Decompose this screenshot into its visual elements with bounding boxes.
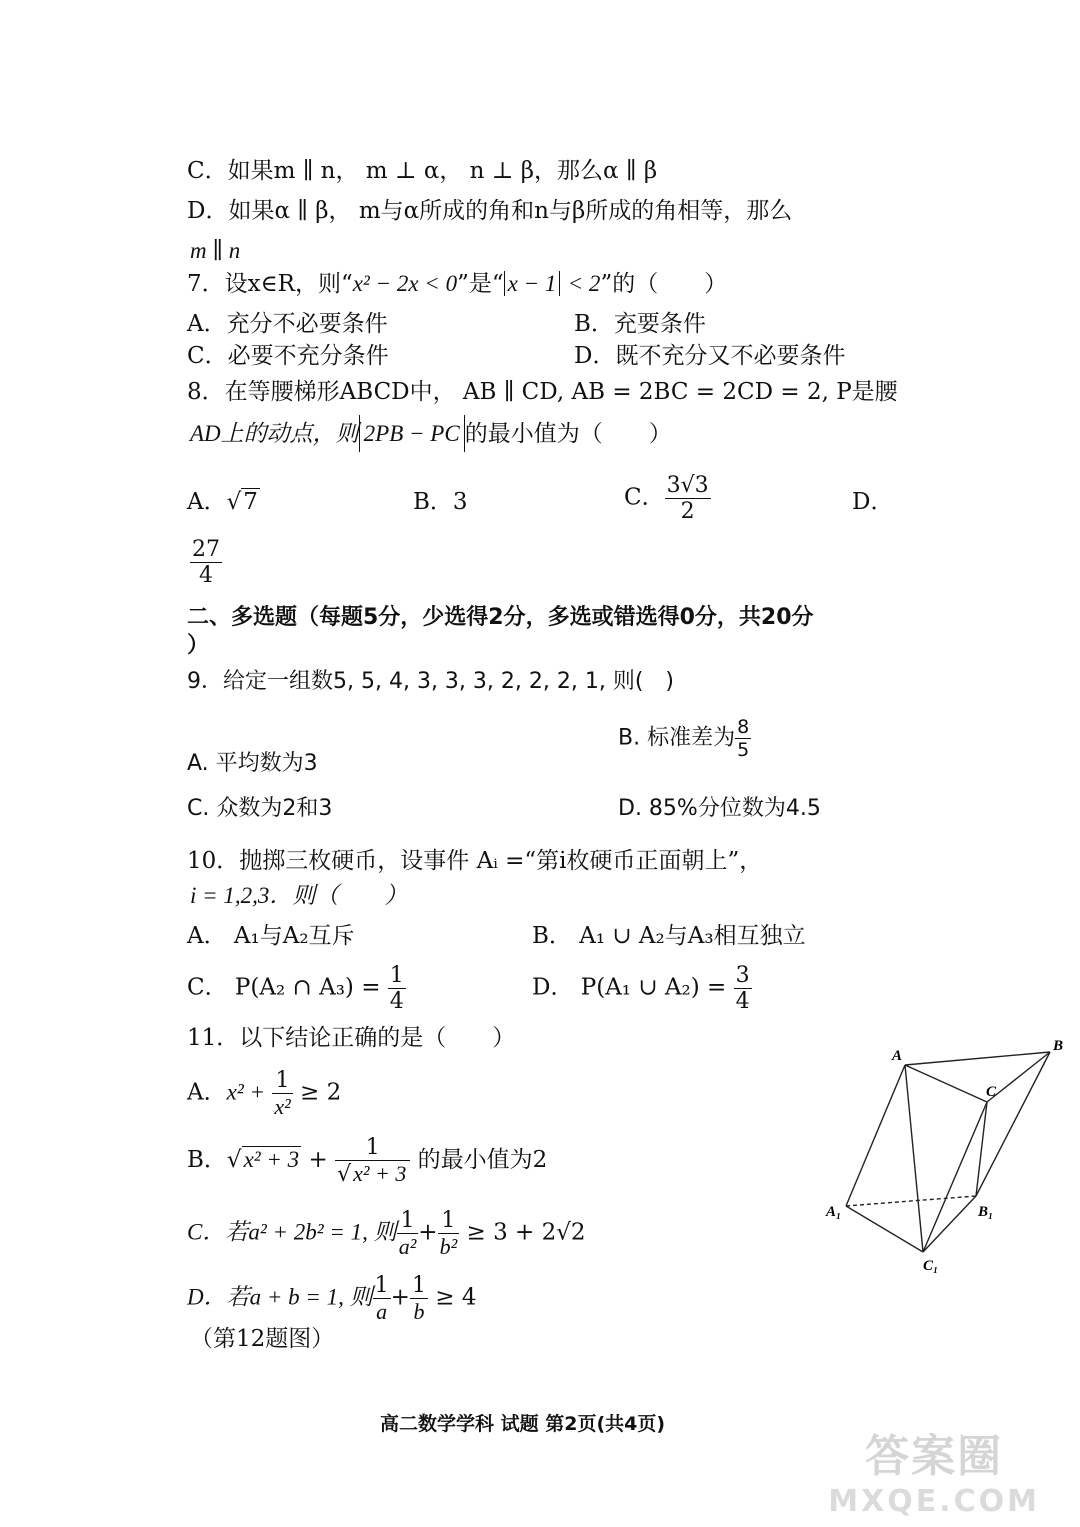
q10-option-c-pre: C． P(A₂ ∩ A₃) = — [187, 974, 381, 1001]
q11-c-pre: C．若a² + 2b² = 1, 则 — [187, 1219, 397, 1245]
q7-stem-pre: 7．设x∈R，则“ — [187, 271, 353, 297]
q8-option-c-fraction — [665, 473, 711, 524]
section2-heading-line1: 二、多选题（每题5分，少选得2分，多选或错选得0分，共20分 — [187, 605, 814, 630]
q11-option-b: B．√x² + 3 + $\frac{1}{\text{√x² + 3}}$ 的最小值为2 — [187, 1135, 548, 1187]
q9-option-c: C. 众数为2和3 — [187, 796, 333, 821]
q8-c-numerator: 3√3 — [666, 473, 709, 498]
edge-c-c1 — [923, 1102, 987, 1252]
edge-c1-b1 — [923, 1196, 976, 1252]
q11-a-fraction — [272, 1068, 292, 1119]
q7-option-d: D．既不充分又不必要条件 — [574, 343, 846, 369]
q10-stem-line2: i = 1,2,3．则（ ） — [190, 883, 408, 908]
q11-d-plus: + — [390, 1284, 410, 1311]
q8-option-c-label: C． — [624, 484, 665, 511]
q8-line2-pre: AD上的动点，则 — [190, 421, 359, 446]
q11-d-d2: b — [413, 1299, 425, 1324]
edge-a1-c1 — [846, 1206, 923, 1252]
watermark-url: MXQE.COM — [828, 1484, 1040, 1519]
prism-figure — [820, 1030, 1080, 1280]
edge-c-b — [987, 1052, 1050, 1102]
q10-d-numerator: 3 — [735, 963, 750, 988]
q6-option-d-line1: D．如果α ∥ β， m与α所成的角和n与β所成的角相等，那么 — [187, 198, 793, 224]
figure-caption: （第12题图） — [190, 1326, 335, 1352]
q11-a-term: x² + — [226, 1079, 265, 1105]
q10-stem-line1: 10．抛掷三枚硬币，设事件 Aᵢ =“第i枚硬币正面朝上”， — [187, 848, 763, 874]
q8-option-a-value: 7 — [243, 489, 258, 515]
q11-option-a — [187, 1068, 341, 1119]
q8-stem-line1: 8．在等腰梯形ABCD中， AB ∥ CD, AB = 2BC = 2CD = 2, P是腰 — [187, 379, 898, 405]
q11-option-d — [187, 1273, 476, 1324]
q10-c-fraction — [388, 963, 406, 1014]
q11-c-plus: + — [418, 1219, 438, 1246]
q7-condition-1: x² − 2x < 0 — [352, 271, 458, 296]
q11-option-c — [187, 1208, 586, 1259]
edge-a-c1 — [905, 1065, 923, 1252]
q10-option-d — [532, 963, 752, 1014]
watermark-logo-text: 答案圈 — [865, 1431, 1004, 1482]
q11-b-post: 的最小值为2 — [417, 1147, 548, 1173]
q10-d-denominator: 4 — [735, 989, 750, 1014]
q11-d-post: ≥ 4 — [435, 1284, 477, 1311]
q11-a-denominator: x² — [274, 1094, 291, 1119]
q11-b-denominator: √x² + 3 — [337, 1161, 407, 1187]
q11-c-post: ≥ 3 + 2√2 — [466, 1219, 586, 1246]
q10-d-fraction — [734, 963, 752, 1014]
q11-d-d1: a — [376, 1299, 388, 1324]
q7-option-a: A．充分不必要条件 — [187, 311, 388, 337]
q9-b-numerator: 8 — [737, 716, 750, 738]
q11-c-d2: b² — [439, 1234, 458, 1259]
q7-stem — [187, 270, 727, 298]
edge-a-a1 — [846, 1065, 905, 1206]
q7-stem-post: ”的（ ） — [600, 271, 728, 297]
label-b: B — [1053, 1038, 1064, 1054]
q7-option-b: B．充要条件 — [574, 311, 706, 337]
q11-b-label: B． — [187, 1147, 227, 1173]
q11-b-numerator: 1 — [335, 1135, 410, 1161]
q7-condition-2-tail: < 2 — [567, 271, 601, 296]
q10-c-denominator: 4 — [389, 989, 404, 1014]
q11-b-radicand: x² + 3 — [243, 1147, 300, 1172]
q11-d-fraction-2 — [410, 1273, 428, 1324]
section2-heading-line2: ） — [187, 633, 210, 658]
q10-option-c — [187, 963, 406, 1014]
q9-b-denominator: 5 — [737, 739, 750, 761]
q8-option-d-fraction — [190, 537, 222, 588]
q8-option-c — [624, 473, 711, 524]
q11-c-fraction-2 — [438, 1208, 460, 1259]
q8-d-denominator: 4 — [199, 563, 213, 588]
q11-d-n1: 1 — [374, 1273, 389, 1298]
q9-option-a: A. 平均数为3 — [187, 751, 318, 776]
q11-d-n2: 1 — [411, 1273, 426, 1298]
page-footer: 高二数学学科 试题 第2页(共4页) — [380, 1413, 666, 1435]
q8-option-b: B．3 — [413, 489, 468, 515]
q8-line2-post: 的最小值为（ ） — [464, 421, 672, 447]
q7-option-c: C．必要不充分条件 — [187, 343, 389, 369]
q9-option-b-pre: B. 标准差为 — [618, 725, 736, 751]
q10-option-d-pre: D． P(A₁ ∪ A₂) = — [532, 974, 727, 1001]
q10-c-numerator: 1 — [389, 963, 404, 988]
q11-a-post: ≥ 2 — [300, 1079, 342, 1106]
edge-a-c — [905, 1065, 987, 1102]
q8-option-d-label: D． — [852, 489, 894, 515]
label-b1: B₁ — [978, 1204, 994, 1220]
q11-stem: 11．以下结论正确的是（ ） — [187, 1025, 516, 1051]
q11-c-n2: 1 — [438, 1208, 460, 1234]
q8-option-a: A．√7 — [187, 489, 258, 515]
edge-b-b1 — [976, 1052, 1050, 1196]
q11-a-label: A． — [187, 1079, 227, 1106]
label-a: A — [892, 1048, 903, 1064]
label-c1: C₁ — [923, 1258, 939, 1274]
q9-stem: 9．给定一组数5, 5, 4, 3, 3, 3, 2, 2, 2, 1, 则( ) — [187, 669, 674, 694]
q7-condition-2: x − 1 — [504, 271, 561, 296]
q8-d-frac — [190, 537, 222, 588]
q8-stem-line2 — [190, 420, 672, 448]
q9-option-d: D. 85%分位数为4.5 — [618, 796, 821, 821]
q11-a-numerator: 1 — [272, 1068, 292, 1094]
q6-option-c: C．如果m ∥ n， m ⊥ α， n ⊥ β，那么α ∥ β — [187, 158, 658, 184]
q11-c-n1: 1 — [397, 1208, 419, 1234]
q10-option-b: B． A₁ ∪ A₂与A₃相互独立 — [532, 923, 806, 949]
q8-option-a-label: A． — [187, 489, 227, 515]
q8-c-denominator: 2 — [680, 499, 695, 524]
q8-d-numerator: 27 — [192, 537, 220, 562]
q10-option-a: A． A₁与A₂互斥 — [187, 923, 355, 949]
watermark — [828, 1420, 1040, 1519]
q7-stem-mid: ”是“ — [457, 271, 504, 297]
q11-c-d1: a² — [398, 1234, 417, 1259]
q6-option-d-line2: m ∥ n — [190, 238, 241, 263]
q11-d-pre: D．若a + b = 1, 则 — [187, 1284, 373, 1310]
q11-c-fraction-1 — [397, 1208, 419, 1259]
q11-d-fraction-1 — [373, 1273, 391, 1324]
q11-b-fraction — [335, 1135, 410, 1187]
label-a1: A₁ — [826, 1204, 842, 1220]
label-c: C — [986, 1084, 997, 1100]
edge-a-b — [905, 1052, 1050, 1065]
q11-b-denominator-radicand: x² + 3 — [353, 1161, 407, 1186]
q8-vector-expression: 2PB − PC — [359, 415, 465, 452]
q9-option-b — [618, 716, 751, 761]
edge-a1-b1-hidden — [846, 1196, 976, 1206]
q9-b-fraction — [735, 716, 751, 761]
q11-b-plus: + — [308, 1147, 328, 1173]
